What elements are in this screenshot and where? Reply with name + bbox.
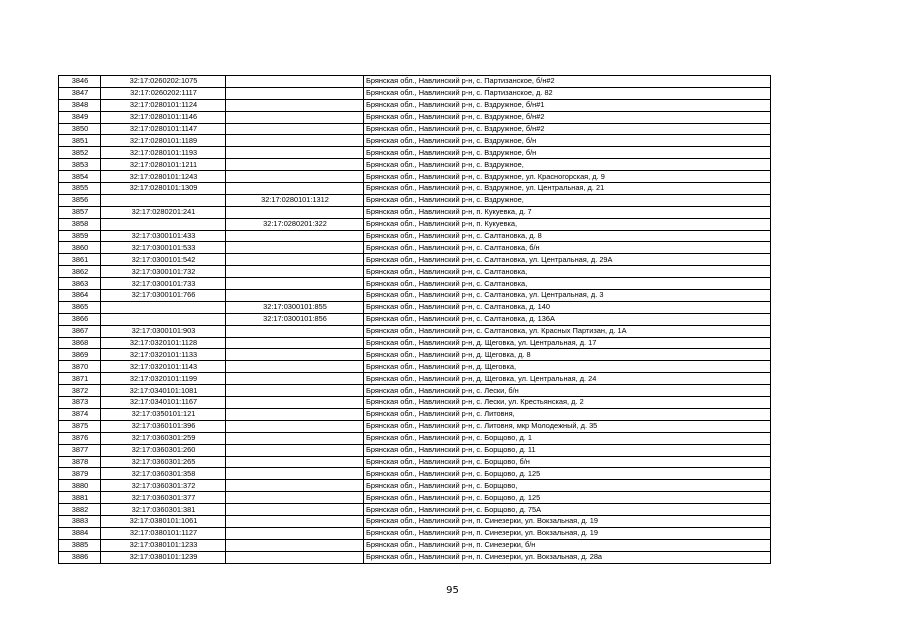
table-row: [59, 254, 771, 266]
cadastral-number-alt-cell: [226, 147, 364, 159]
address-cell: Брянская обл., Навлинский р-н, с. Салтановка, д. 140: [364, 301, 771, 313]
address-cell: Брянская обл., Навлинский р-н, с. Вздружное, ул. Центральная, д. 21: [364, 183, 771, 195]
table-row: [59, 444, 771, 456]
address-cell: Брянская обл., Навлинский р-н, п. Синезерки, ул. Вокзальная, д. 19: [364, 527, 771, 539]
row-number-cell: 3881: [59, 492, 101, 504]
table-row: [59, 551, 771, 563]
row-number-cell: 3865: [59, 301, 101, 313]
address-cell: Брянская обл., Навлинский р-н, д. Щеговка, ул. Центральная, д. 24: [364, 373, 771, 385]
table-row: [59, 99, 771, 111]
cadastral-number-cell: 32:17:0380101:1233: [101, 539, 226, 551]
cadastral-number-alt-cell: [226, 123, 364, 135]
cadastral-number-cell: 32:17:0340101:1081: [101, 385, 226, 397]
row-number-cell: 3853: [59, 159, 101, 171]
cadastral-number-cell: 32:17:0380101:1127: [101, 527, 226, 539]
row-number-cell: 3886: [59, 551, 101, 563]
table-row: [59, 397, 771, 409]
row-number-cell: 3869: [59, 349, 101, 361]
row-number-cell: 3850: [59, 123, 101, 135]
cadastral-number-cell: 32:17:0360301:259: [101, 432, 226, 444]
row-number-cell: 3875: [59, 420, 101, 432]
table-row: [59, 218, 771, 230]
cadastral-number-cell: 32:17:0320101:1199: [101, 373, 226, 385]
address-cell: Брянская обл., Навлинский р-н, с. Вздружное, б/н#2: [364, 123, 771, 135]
cadastral-number-cell: [101, 313, 226, 325]
cadastral-number-alt-cell: [226, 349, 364, 361]
row-number-cell: 3866: [59, 313, 101, 325]
row-number-cell: 3852: [59, 147, 101, 159]
cadastral-number-cell: 32:17:0360101:396: [101, 420, 226, 432]
address-cell: Брянская обл., Навлинский р-н, с. Борщово, д. 1: [364, 432, 771, 444]
table-row: [59, 301, 771, 313]
cadastral-number-alt-cell: [226, 456, 364, 468]
cadastral-number-alt-cell: [226, 183, 364, 195]
table-row: [59, 349, 771, 361]
row-number-cell: 3863: [59, 278, 101, 290]
cadastral-number-alt-cell: [226, 373, 364, 385]
table-row: [59, 87, 771, 99]
cadastral-number-cell: 32:17:0280101:1243: [101, 171, 226, 183]
address-cell: Брянская обл., Навлинский р-н, п. Кукуевка,: [364, 218, 771, 230]
cadastral-number-cell: 32:17:0350101:121: [101, 408, 226, 420]
row-number-cell: 3871: [59, 373, 101, 385]
table-row: [59, 159, 771, 171]
cadastral-number-alt-cell: [226, 290, 364, 302]
cadastral-number-alt-cell: [226, 385, 364, 397]
table-row: [59, 468, 771, 480]
cadastral-number-cell: 32:17:0360301:381: [101, 504, 226, 516]
cadastral-number-alt-cell: 32:17:0280201:322: [226, 218, 364, 230]
cadastral-number-cell: 32:17:0380101:1061: [101, 515, 226, 527]
address-cell: Брянская обл., Навлинский р-н, д. Щеговка, д. 8: [364, 349, 771, 361]
row-number-cell: 3848: [59, 99, 101, 111]
row-number-cell: 3849: [59, 111, 101, 123]
cadastral-number-cell: 32:17:0360301:260: [101, 444, 226, 456]
cadastral-number-cell: 32:17:0280101:1146: [101, 111, 226, 123]
cadastral-number-alt-cell: 32:17:0300101:856: [226, 313, 364, 325]
cadastral-number-alt-cell: 32:17:0300101:855: [226, 301, 364, 313]
address-cell: Брянская обл., Навлинский р-н, с. Салтановка, д. 8: [364, 230, 771, 242]
address-cell: Брянская обл., Навлинский р-н, с. Вздружное, б/н: [364, 147, 771, 159]
table-row: [59, 290, 771, 302]
cadastral-number-alt-cell: [226, 504, 364, 516]
row-number-cell: 3868: [59, 337, 101, 349]
address-cell: Брянская обл., Навлинский р-н, с. Лески, б/н: [364, 385, 771, 397]
table-row: [59, 135, 771, 147]
table-row: [59, 266, 771, 278]
address-cell: Брянская обл., Навлинский р-н, с. Салтановка, ул. Центральная, д. 3: [364, 290, 771, 302]
table-row: [59, 206, 771, 218]
cadastral-number-cell: 32:17:0300101:766: [101, 290, 226, 302]
cadastral-number-cell: 32:17:0360301:265: [101, 456, 226, 468]
row-number-cell: 3883: [59, 515, 101, 527]
cadastral-number-alt-cell: [226, 515, 364, 527]
row-number-cell: 3856: [59, 194, 101, 206]
table-row: [59, 420, 771, 432]
row-number-cell: 3879: [59, 468, 101, 480]
cadastral-number-cell: 32:17:0280101:1189: [101, 135, 226, 147]
table-row: [59, 527, 771, 539]
cadastral-number-cell: 32:17:0280101:1147: [101, 123, 226, 135]
cadastral-number-alt-cell: [226, 111, 364, 123]
cadastral-number-cell: 32:17:0260202:1075: [101, 76, 226, 88]
row-number-cell: 3878: [59, 456, 101, 468]
cadastral-number-cell: 32:17:0300101:533: [101, 242, 226, 254]
cadastral-number-alt-cell: 32:17:0280101:1312: [226, 194, 364, 206]
address-cell: Брянская обл., Навлинский р-н, с. Салтановка, ул. Красных Партизан, д. 1А: [364, 325, 771, 337]
address-cell: Брянская обл., Навлинский р-н, с. Вздружное, б/н#2: [364, 111, 771, 123]
table-row: [59, 230, 771, 242]
table-row: [59, 515, 771, 527]
cadastral-number-alt-cell: [226, 444, 364, 456]
table-row: [59, 492, 771, 504]
address-cell: Брянская обл., Навлинский р-н, с. Лески, ул. Крестьянская, д. 2: [364, 397, 771, 409]
address-cell: Брянская обл., Навлинский р-н, п. Кукуевка, д. 7: [364, 206, 771, 218]
page-number: 95: [446, 585, 459, 596]
cadastral-number-alt-cell: [226, 420, 364, 432]
cadastral-number-alt-cell: [226, 527, 364, 539]
cadastral-number-alt-cell: [226, 539, 364, 551]
address-cell: Брянская обл., Навлинский р-н, с. Салтановка,: [364, 266, 771, 278]
table-row: [59, 504, 771, 516]
cadastral-number-cell: 32:17:0300101:733: [101, 278, 226, 290]
cadastral-number-cell: 32:17:0360301:372: [101, 480, 226, 492]
table-row: [59, 183, 771, 195]
cadastral-number-alt-cell: [226, 325, 364, 337]
row-number-cell: 3876: [59, 432, 101, 444]
table-row: [59, 361, 771, 373]
row-number-cell: 3851: [59, 135, 101, 147]
cadastral-number-cell: [101, 194, 226, 206]
table-row: [59, 111, 771, 123]
row-number-cell: 3880: [59, 480, 101, 492]
cadastral-number-alt-cell: [226, 99, 364, 111]
cadastral-number-cell: 32:17:0340101:1167: [101, 397, 226, 409]
cadastral-number-alt-cell: [226, 337, 364, 349]
cadastral-number-alt-cell: [226, 135, 364, 147]
address-cell: Брянская обл., Навлинский р-н, с. Литовня, мкр Молодежный, д. 35: [364, 420, 771, 432]
address-cell: Брянская обл., Навлинский р-н, с. Партизанское, д. 82: [364, 87, 771, 99]
row-number-cell: 3859: [59, 230, 101, 242]
address-cell: Брянская обл., Навлинский р-н, с. Салтановка, ул. Центральная, д. 29А: [364, 254, 771, 266]
cadastral-number-alt-cell: [226, 266, 364, 278]
cadastral-number-alt-cell: [226, 468, 364, 480]
row-number-cell: 3847: [59, 87, 101, 99]
table-row: [59, 337, 771, 349]
table-row: [59, 242, 771, 254]
table-row: [59, 171, 771, 183]
table-row: [59, 123, 771, 135]
address-cell: Брянская обл., Навлинский р-н, с. Вздружное,: [364, 159, 771, 171]
cadastral-number-alt-cell: [226, 76, 364, 88]
table-row: [59, 373, 771, 385]
row-number-cell: 3857: [59, 206, 101, 218]
address-cell: Брянская обл., Навлинский р-н, п. Синезерки, ул. Вокзальная, д. 28а: [364, 551, 771, 563]
address-cell: Брянская обл., Навлинский р-н, с. Партизанское, б/н#2: [364, 76, 771, 88]
cadastral-number-alt-cell: [226, 242, 364, 254]
row-number-cell: 3855: [59, 183, 101, 195]
row-number-cell: 3873: [59, 397, 101, 409]
row-number-cell: 3872: [59, 385, 101, 397]
table-row: [59, 539, 771, 551]
row-number-cell: 3862: [59, 266, 101, 278]
cadastral-number-cell: 32:17:0300101:542: [101, 254, 226, 266]
row-number-cell: 3860: [59, 242, 101, 254]
cadastral-number-cell: 32:17:0320101:1133: [101, 349, 226, 361]
row-number-cell: 3870: [59, 361, 101, 373]
table-row: [59, 456, 771, 468]
cadastral-number-alt-cell: [226, 254, 364, 266]
cadastral-number-cell: 32:17:0320101:1143: [101, 361, 226, 373]
cadastral-number-cell: 32:17:0300101:433: [101, 230, 226, 242]
cadastral-number-cell: 32:17:0280201:241: [101, 206, 226, 218]
table-row: [59, 408, 771, 420]
address-cell: Брянская обл., Навлинский р-н, д. Щеговка, ул. Центральная, д. 17: [364, 337, 771, 349]
row-number-cell: 3854: [59, 171, 101, 183]
cadastral-number-cell: 32:17:0300101:732: [101, 266, 226, 278]
address-cell: Брянская обл., Навлинский р-н, с. Салтановка, б/н: [364, 242, 771, 254]
address-cell: Брянская обл., Навлинский р-н, с. Борщово, д. 75А: [364, 504, 771, 516]
table-row: [59, 325, 771, 337]
cadastral-number-cell: 32:17:0280101:1309: [101, 183, 226, 195]
table-row: [59, 432, 771, 444]
cadastral-number-alt-cell: [226, 159, 364, 171]
address-cell: Брянская обл., Навлинский р-н, с. Вздружное,: [364, 194, 771, 206]
address-cell: Брянская обл., Навлинский р-н, с. Борщово, б/н: [364, 456, 771, 468]
cadastral-number-cell: 32:17:0320101:1128: [101, 337, 226, 349]
address-cell: Брянская обл., Навлинский р-н, с. Борщово, д. 125: [364, 492, 771, 504]
cadastral-number-cell: 32:17:0260202:1117: [101, 87, 226, 99]
address-cell: Брянская обл., Навлинский р-н, д. Щеговка,: [364, 361, 771, 373]
row-number-cell: 3864: [59, 290, 101, 302]
address-cell: Брянская обл., Навлинский р-н, с. Вздружное, б/н: [364, 135, 771, 147]
row-number-cell: 3884: [59, 527, 101, 539]
table-row: [59, 194, 771, 206]
address-cell: Брянская обл., Навлинский р-н, с. Борщово, д. 11: [364, 444, 771, 456]
cadastral-number-cell: 32:17:0300101:903: [101, 325, 226, 337]
cadastral-number-cell: [101, 218, 226, 230]
cadastral-number-alt-cell: [226, 87, 364, 99]
row-number-cell: 3867: [59, 325, 101, 337]
address-cell: Брянская обл., Навлинский р-н, п. Синезерки, ул. Вокзальная, д. 19: [364, 515, 771, 527]
cadastral-number-cell: 32:17:0380101:1239: [101, 551, 226, 563]
cadastral-number-alt-cell: [226, 432, 364, 444]
cadastral-number-cell: 32:17:0280101:1193: [101, 147, 226, 159]
table-row: [59, 76, 771, 88]
cadastral-number-cell: 32:17:0360301:358: [101, 468, 226, 480]
table-row: [59, 385, 771, 397]
row-number-cell: 3846: [59, 76, 101, 88]
table-row: [59, 313, 771, 325]
cadastral-number-cell: 32:17:0280101:1211: [101, 159, 226, 171]
address-cell: Брянская обл., Навлинский р-н, с. Литовня,: [364, 408, 771, 420]
address-cell: Брянская обл., Навлинский р-н, с. Салтановка,: [364, 278, 771, 290]
cadastral-number-alt-cell: [226, 397, 364, 409]
cadastral-number-alt-cell: [226, 408, 364, 420]
address-cell: Брянская обл., Навлинский р-н, с. Борщово,: [364, 480, 771, 492]
property-register-table: [58, 75, 771, 564]
cadastral-number-alt-cell: [226, 492, 364, 504]
row-number-cell: 3877: [59, 444, 101, 456]
table-row: [59, 278, 771, 290]
row-number-cell: 3882: [59, 504, 101, 516]
cadastral-number-cell: [101, 301, 226, 313]
table-row: [59, 147, 771, 159]
cadastral-number-alt-cell: [226, 230, 364, 242]
table-row: [59, 480, 771, 492]
cadastral-number-alt-cell: [226, 551, 364, 563]
cadastral-number-alt-cell: [226, 278, 364, 290]
table-body: [59, 76, 771, 564]
cadastral-number-cell: 32:17:0360301:377: [101, 492, 226, 504]
address-cell: Брянская обл., Навлинский р-н, с. Вздружное, ул. Красногорская, д. 9: [364, 171, 771, 183]
cadastral-number-cell: 32:17:0280101:1124: [101, 99, 226, 111]
row-number-cell: 3885: [59, 539, 101, 551]
address-cell: Брянская обл., Навлинский р-н, п. Синезерки, б/н: [364, 539, 771, 551]
cadastral-number-alt-cell: [226, 171, 364, 183]
row-number-cell: 3861: [59, 254, 101, 266]
cadastral-number-alt-cell: [226, 480, 364, 492]
cadastral-number-alt-cell: [226, 206, 364, 218]
row-number-cell: 3858: [59, 218, 101, 230]
cadastral-number-alt-cell: [226, 361, 364, 373]
address-cell: Брянская обл., Навлинский р-н, с. Вздружное, б/н#1: [364, 99, 771, 111]
address-cell: Брянская обл., Навлинский р-н, с. Борщово, д. 125: [364, 468, 771, 480]
address-cell: Брянская обл., Навлинский р-н, с. Салтановка, д. 136А: [364, 313, 771, 325]
row-number-cell: 3874: [59, 408, 101, 420]
